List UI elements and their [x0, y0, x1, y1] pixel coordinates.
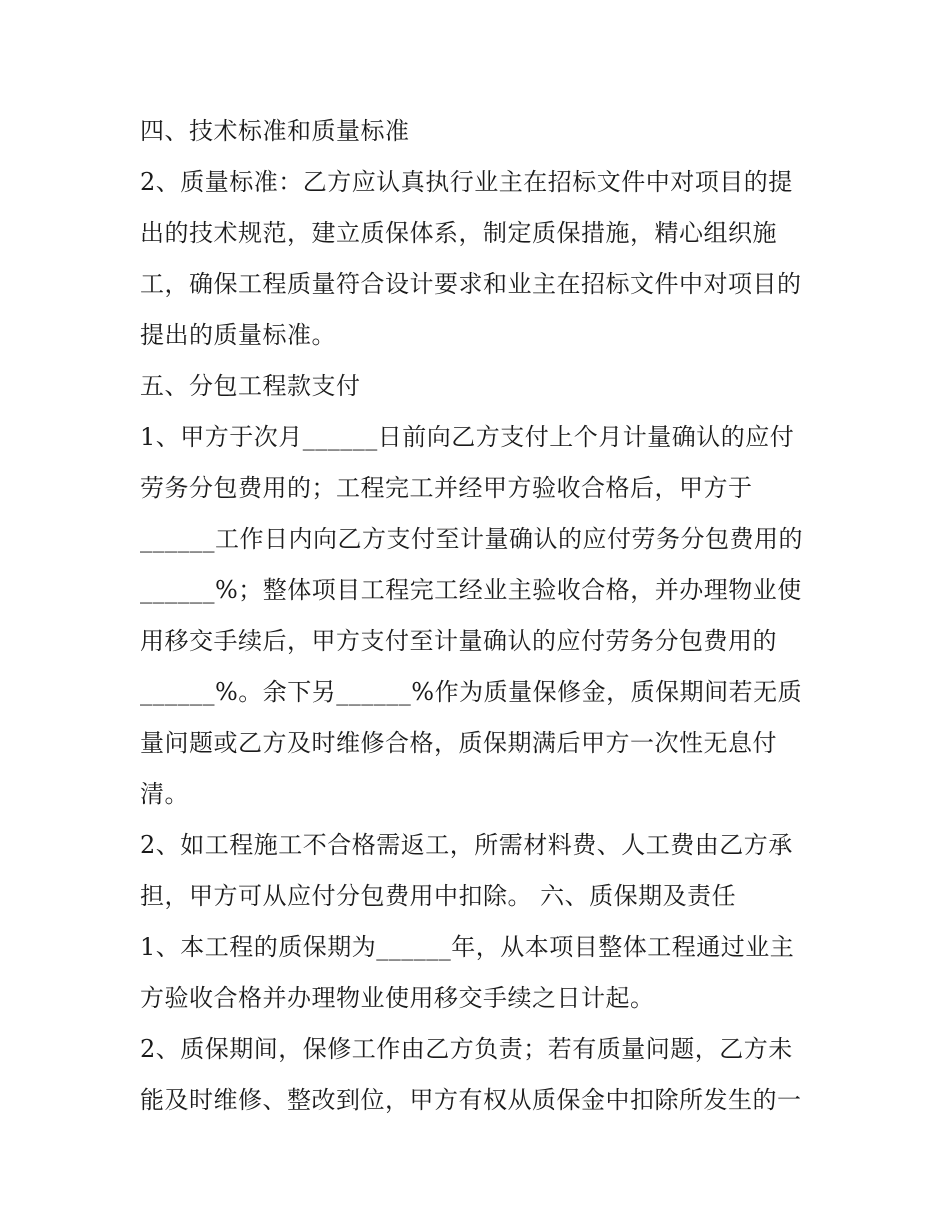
text-line: 1、甲方于次月______日前向乙方支付上个月计量确认的应付 — [140, 423, 795, 451]
text-line: ______%。余下另______%作为质量保修金，质保期间若无质 — [140, 678, 803, 706]
text-line: 用移交手续后，甲方支付至计量确认的应付劳务分包费用的 — [140, 627, 777, 655]
text-line: 2、如工程施工不合格需返工，所需材料费、人工费由乙方承 — [140, 831, 793, 859]
text-line: 量问题或乙方及时维修合格，质保期满后甲方一次性无息付 — [140, 729, 777, 757]
document-body — [140, 106, 820, 1126]
text-line: 能及时维修、整改到位，甲方有权从质保金中扣除所发生的一 — [140, 1086, 802, 1114]
text-line: ______工作日内向乙方支付至计量确认的应付劳务分包费用的 — [140, 525, 803, 553]
text-line: 2、质量标准：乙方应认真执行业主在招标文件中对项目的提 — [140, 168, 793, 196]
section-heading-payment: 五、分包工程款支付 — [140, 372, 361, 400]
text-line: 劳务分包费用的；工程完工并经甲方验收合格后，甲方于 — [140, 474, 753, 502]
text-line: 工，确保工程质量符合设计要求和业主在招标文件中对项目的 — [140, 270, 802, 298]
text-line: 担，甲方可从应付分包费用中扣除。 六、质保期及责任 — [140, 882, 737, 910]
text-line: 出的技术规范，建立质保体系，制定质保措施，精心组织施 — [140, 219, 777, 247]
text-line: ______%；整体项目工程完工经业主验收合格，并办理物业使 — [140, 576, 802, 604]
text-line: 2、质保期间，保修工作由乙方负责；若有质量问题，乙方未 — [140, 1035, 793, 1063]
section-heading-technical-standards: 四、技术标准和质量标准 — [140, 117, 410, 145]
text-line: 方验收合格并办理物业使用移交手续之日计起。 — [140, 984, 655, 1012]
text-line: 清。 — [140, 780, 189, 808]
text-line: 1、本工程的质保期为______年，从本项目整体工程通过业主 — [140, 933, 795, 961]
text-line: 提出的质量标准。 — [140, 321, 336, 349]
